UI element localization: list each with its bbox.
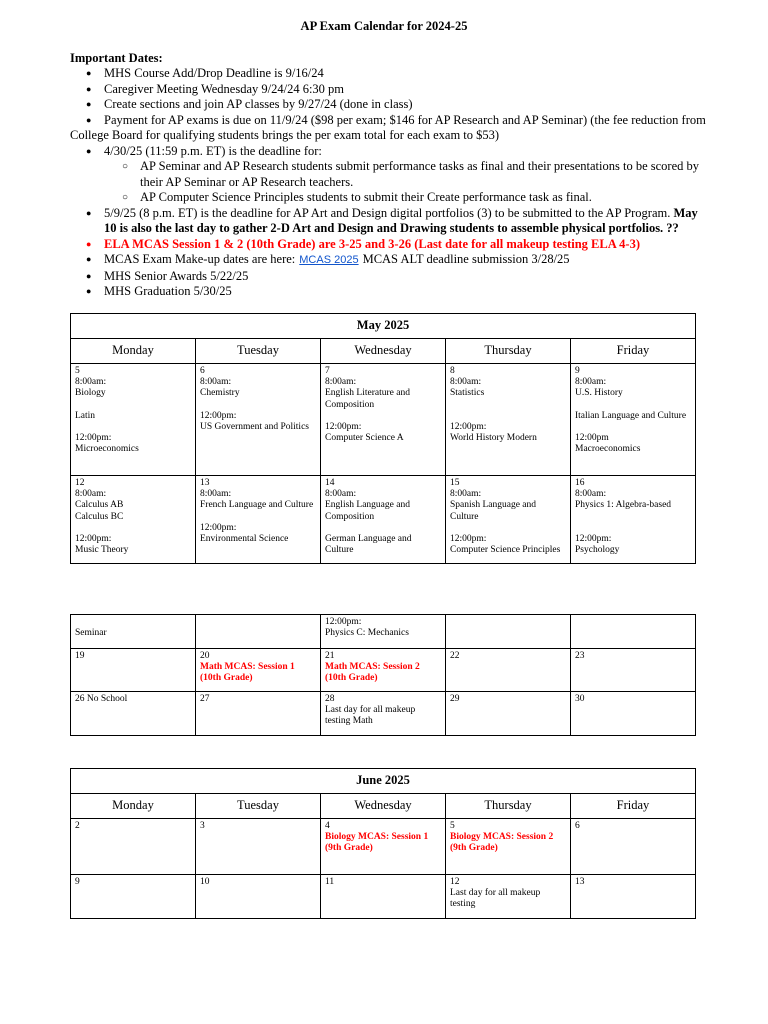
day-cell: 5 Biology MCAS: Session 2 (9th Grade) <box>446 819 571 875</box>
weekday-header: Monday <box>71 339 196 364</box>
weekday-header: Friday <box>571 794 696 819</box>
list-item: ● 4/30/25 (11:59 p.m. ET) is the deadline for: ○ AP Seminar and AP Research students submit performance tasks as final and their presentations to be scored by their AP Seminar or AP Research teachers. ○ AP Computer Science Principles students to submit their Create performance task as final. <box>70 144 706 206</box>
day-cell: 5 8:00am: Biology Latin 12:00pm: Microeconomics <box>71 364 196 476</box>
day-cell: 9 8:00am: U.S. History Italian Language and Culture 12:00pm Macroeconomics <box>571 364 696 476</box>
day-cell: 3 <box>196 819 321 875</box>
day-cell: 7 8:00am: English Literature and Composition 12:00pm: Computer Science A <box>321 364 446 476</box>
day-cell: 8 8:00am: Statistics 12:00pm: World History Modern <box>446 364 571 476</box>
biology-mcas-session-1: Biology MCAS: Session 1 (9th Grade) <box>325 832 429 854</box>
day-cell: 9 <box>71 875 196 919</box>
day-cell <box>446 615 571 649</box>
day-cell: 12:00pm: Physics C: Mechanics <box>321 615 446 649</box>
list-item: ● ELA MCAS Session 1 & 2 (10th Grade) are 3-25 and 3-26 (Last date for all makeup testing ELA 4-3) <box>70 237 706 253</box>
day-cell: 23 <box>571 649 696 692</box>
list-item: ● MHS Course Add/Drop Deadline is 9/16/24 <box>70 66 706 82</box>
month-title: May 2025 <box>71 314 696 339</box>
weekday-header: Thursday <box>446 339 571 364</box>
day-cell: 29 <box>446 692 571 736</box>
day-cell: 11 <box>321 875 446 919</box>
day-cell: 21 Math MCAS: Session 2 (10th Grade) <box>321 649 446 692</box>
day-cell: 30 <box>571 692 696 736</box>
day-cell: 14 8:00am: English Language and Composition German Language and Culture <box>321 476 446 564</box>
day-cell: 12 8:00am: Calculus AB Calculus BC 12:00pm: Music Theory <box>71 476 196 564</box>
day-cell: 2 <box>71 819 196 875</box>
day-cell: 16 8:00am: Physics 1: Algebra-based 12:00pm: Psychology <box>571 476 696 564</box>
day-cell: 4 Biology MCAS: Session 1 (9th Grade) <box>321 819 446 875</box>
may-2025-calendar <box>70 313 696 564</box>
biology-mcas-session-2: Biology MCAS: Session 2 (9th Grade) <box>450 832 554 854</box>
day-cell: 22 <box>446 649 571 692</box>
day-cell: 12 Last day for all makeup testing <box>446 875 571 919</box>
sub-list-item: ○ AP Seminar and AP Research students submit performance tasks as final and their presentations to be scored by their AP Seminar or AP Research teachers. <box>104 159 706 190</box>
june-2025-calendar <box>70 768 696 919</box>
important-dates-heading: Important Dates: <box>70 51 163 65</box>
day-cell: 27 <box>196 692 321 736</box>
day-cell: 10 <box>196 875 321 919</box>
weekday-header: Wednesday <box>321 794 446 819</box>
weekday-header: Wednesday <box>321 339 446 364</box>
day-cell <box>196 615 321 649</box>
day-cell: 15 8:00am: Spanish Language and Culture 12:00pm: Computer Science Principles <box>446 476 571 564</box>
sub-list-item: ○ AP Computer Science Principles students to submit their Create performance task as final. <box>104 190 706 206</box>
weekday-header: Friday <box>571 339 696 364</box>
month-title: June 2025 <box>71 769 696 794</box>
math-mcas-session-1: Math MCAS: Session 1 (10th Grade) <box>200 662 295 684</box>
day-cell: 6 8:00am: Chemistry 12:00pm: US Government and Politics <box>196 364 321 476</box>
weekday-header: Monday <box>71 794 196 819</box>
day-cell: 28 Last day for all makeup testing Math <box>321 692 446 736</box>
list-item: ● 5/9/25 (8 p.m. ET) is the deadline for AP Art and Design digital portfolios (3) to be submitted to the AP Program. May 10 is also the last day to gather 2-D Art and Design and Drawing students to assemble physical portfolios. ?? <box>70 206 706 237</box>
weekday-header: Tuesday <box>196 794 321 819</box>
list-item: ● MHS Graduation 5/30/25 <box>70 284 706 300</box>
sub-list <box>104 159 706 206</box>
day-cell: 13 8:00am: French Language and Culture 12:00pm: Environmental Science <box>196 476 321 564</box>
mcas-2025-link[interactable]: MCAS 2025 <box>299 254 359 266</box>
day-cell: Seminar <box>71 615 196 649</box>
day-cell: 19 <box>71 649 196 692</box>
day-cell: 13 <box>571 875 696 919</box>
important-dates-list <box>70 66 706 300</box>
list-item: ● Payment for AP exams is due on 11/9/24 ($98 per exam; $146 for AP Research and AP Seminar) (the fee reduction from College Board for qualifying students brings the per exam total for each exam to $53) <box>70 113 706 144</box>
may-2025-calendar-continued <box>70 614 696 736</box>
math-mcas-session-2: Math MCAS: Session 2 (10th Grade) <box>325 662 420 684</box>
day-cell <box>571 615 696 649</box>
day-cell: 26 No School <box>71 692 196 736</box>
list-item: ● MHS Senior Awards 5/22/25 <box>70 269 706 285</box>
weekday-header: Thursday <box>446 794 571 819</box>
page-title: AP Exam Calendar for 2024-25 <box>300 19 468 33</box>
list-item: ● Caregiver Meeting Wednesday 9/24/24 6:30 pm <box>70 82 706 98</box>
day-cell: 20 Math MCAS: Session 1 (10th Grade) <box>196 649 321 692</box>
weekday-header: Tuesday <box>196 339 321 364</box>
list-item: ● Create sections and join AP classes by 9/27/24 (done in class) <box>70 97 706 113</box>
day-cell: 6 <box>571 819 696 875</box>
list-item: ● MCAS Exam Make-up dates are here: MCAS 2025 MCAS ALT deadline submission 3/28/25 <box>70 252 706 269</box>
